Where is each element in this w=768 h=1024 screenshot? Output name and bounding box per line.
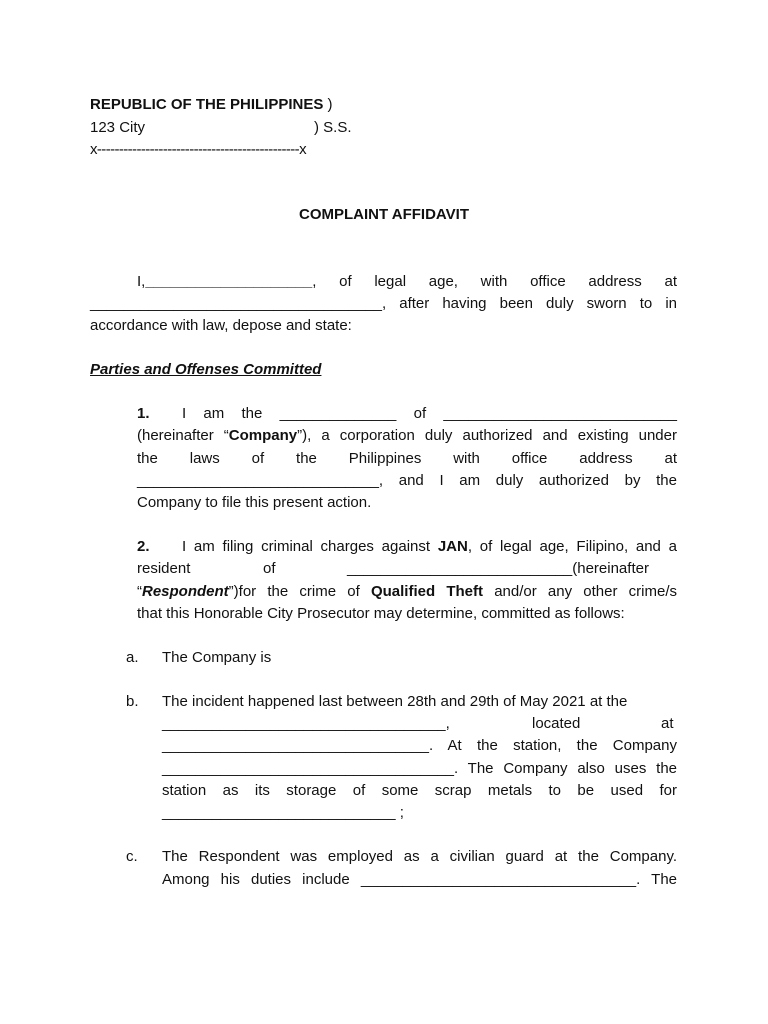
item-b-line-2a: __________________________________, (162, 715, 450, 732)
paragraph-1-number: 1. (137, 405, 150, 422)
item-c-line-1: The Respondent was employed as a civilian guard at the Company. (162, 848, 677, 865)
section-heading: Parties and Offenses Committed (90, 361, 322, 378)
ss-marker: ) S.S. (314, 119, 352, 136)
item-b-line-2b: located (532, 715, 581, 732)
caption-separator: x----------------------------------------------x (90, 141, 306, 158)
intro-line-3: accordance with law, depose and state: (90, 317, 352, 334)
paragraph-2-line-2a: resident (137, 560, 191, 577)
item-b-letter: b. (126, 693, 139, 710)
item-b-line-2c: at (661, 715, 674, 732)
intro-line-2: ___________________________________, after having been duly sworn to in (90, 295, 677, 312)
republic-heading: REPUBLIC OF THE PHILIPPINES ) (90, 96, 333, 113)
item-a-letter: a. (126, 649, 139, 666)
paragraph-1-line-3: the laws of the Philippines with office address at (137, 450, 677, 467)
item-b-line-1: The incident happened last between 28th and 29th of May 2021 at the (162, 693, 628, 710)
paragraph-1-line-1: I am the ______________ of ____________________________ (182, 405, 677, 422)
paragraph-2-line-3: “Respondent”)for the crime of Qualified Theft and/or any other crime/s (137, 583, 677, 600)
paragraph-2-line-4: that this Honorable City Prosecutor may determine, committed as follows: (137, 605, 625, 622)
item-c-line-2: Among his duties include _________________________________. The (162, 871, 677, 888)
item-b-line-5: station as its storage of some scrap metals to be used for (162, 782, 677, 799)
paragraph-2-line-1: I am filing criminal charges against JAN, of legal age, Filipino, and a (182, 538, 677, 555)
paragraph-1-line-2: (hereinafter “Company”), a corporation duly authorized and existing under (137, 427, 677, 444)
paragraph-2-line-2b: of (263, 560, 276, 577)
city-line: 123 City (90, 119, 146, 136)
intro-line-1: I,____________________, of legal age, with office address at (137, 273, 677, 290)
item-b-line-4: ___________________________________. The Company also uses the (162, 760, 677, 777)
item-a-text: The Company is (162, 649, 272, 666)
paragraph-1-line-5: Company to file this present action. (137, 494, 372, 511)
paragraph-2-line-2c: ___________________________(hereinafter (347, 560, 649, 577)
paragraph-1-line-4: _____________________________, and I am duly authorized by the (137, 472, 677, 489)
paragraph-2-number: 2. (137, 538, 150, 555)
item-c-letter: c. (126, 848, 138, 865)
item-b-line-3: ________________________________. At the station, the Company (162, 737, 677, 754)
document-title: COMPLAINT AFFIDAVIT (299, 206, 469, 223)
item-b-line-6: ____________________________ ; (162, 804, 404, 821)
